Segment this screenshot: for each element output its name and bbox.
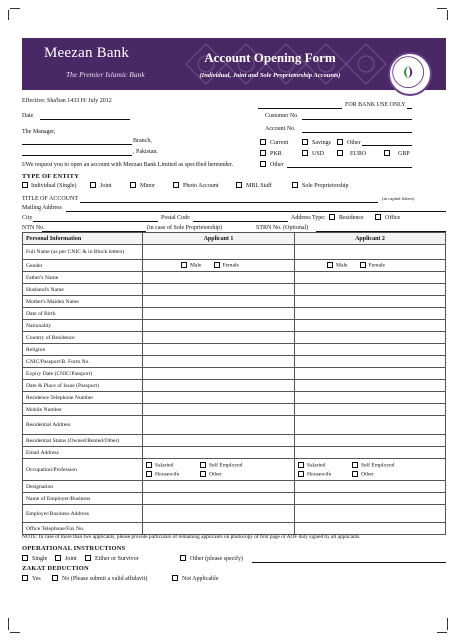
- table-row: [23, 493, 446, 505]
- applicant-2-cell[interactable]: [295, 272, 446, 284]
- applicant-2-cell[interactable]: [295, 344, 446, 356]
- row-label: Email Address: [23, 447, 143, 459]
- request-text: I/We request you to open an account with Meezan Bank Limited as specified hereunder.: [22, 162, 234, 168]
- applicant-1-cell[interactable]: [143, 447, 295, 459]
- housewife-label: Housewife: [155, 470, 180, 477]
- either-survivor-label: Either or Survivor: [95, 556, 139, 562]
- other-occupation-label: Other: [209, 470, 222, 477]
- postal-code-field[interactable]: [193, 221, 288, 222]
- crop-mark: [447, 618, 448, 630]
- single-op-label: Single: [32, 556, 48, 562]
- male-label: Male: [190, 262, 202, 269]
- other-op-label: Other (please specify): [190, 556, 243, 562]
- city-field[interactable]: [33, 221, 158, 222]
- bank-seal-icon: [388, 52, 432, 96]
- postal-code-label: Postal Code: [161, 215, 190, 221]
- applicant-2-cell[interactable]: [295, 404, 446, 416]
- applicant-2-cell[interactable]: [295, 481, 446, 493]
- pkr-checkbox[interactable]: [260, 150, 266, 156]
- table-row: [23, 284, 446, 296]
- male-label: Male: [336, 262, 348, 269]
- usd-checkbox[interactable]: [302, 150, 308, 156]
- effective-date: Effective: Sha'ban 1433 H/ July 2012: [22, 98, 112, 104]
- applicant-1-cell[interactable]: [143, 493, 295, 505]
- account-no-label: Account No.: [265, 126, 296, 132]
- applicant-1-header: Applicant 1: [143, 233, 295, 245]
- single-op-checkbox[interactable]: [22, 555, 28, 561]
- other-occupation-checkbox[interactable]: [200, 471, 206, 477]
- row-label: Mother's Maiden Name: [23, 296, 143, 308]
- ntn-no-label: NTN No.: [22, 225, 45, 231]
- applicant-1-cell[interactable]: [143, 523, 295, 535]
- operational-instructions-title: OPERATIONAL INSTRUCTIONS: [22, 545, 126, 552]
- bank-use-rule: [258, 108, 342, 109]
- individual-label: Individual (Single): [31, 183, 77, 189]
- capital-letters-note: (in capital letters): [382, 196, 415, 201]
- table-row: [23, 416, 446, 435]
- joint-op-label: Joint: [65, 556, 77, 562]
- row-label: Date & Place of Issue (Passport): [23, 380, 143, 392]
- strn-no-label: STRN No. (Optional): [256, 225, 309, 231]
- applicant-2-cell[interactable]: [295, 523, 446, 535]
- customer-no-field[interactable]: [302, 119, 412, 120]
- bank-use-rule: [407, 108, 412, 109]
- current-checkbox[interactable]: [260, 139, 266, 145]
- zakat-deduction-title: ZAKAT DEDUCTION: [22, 565, 89, 572]
- city-label: City: [22, 215, 33, 221]
- table-row: [23, 272, 446, 284]
- row-label: Designation: [23, 481, 143, 493]
- applicant-1-cell[interactable]: [143, 416, 295, 435]
- other-occupation-label: Other: [361, 470, 374, 477]
- row-label: Residence Telephone Number: [23, 392, 143, 404]
- either-survivor-checkbox[interactable]: [85, 555, 91, 561]
- other-currency-field[interactable]: [287, 167, 412, 168]
- form-subtitle: (Individual, Joint and Sole Proprietorship Accounts): [199, 72, 341, 79]
- applicant-1-cell[interactable]: [143, 368, 295, 380]
- row-label: Date of Birth: [23, 308, 143, 320]
- table-row: [23, 296, 446, 308]
- row-label: Full Name (as per CNIC & in Block letters): [23, 245, 143, 260]
- title-of-account-label: TITLE OF ACCOUNT: [22, 196, 78, 202]
- table-row: [23, 356, 446, 368]
- minor-checkbox[interactable]: [130, 182, 136, 188]
- applicant-2-cell[interactable]: [295, 296, 446, 308]
- applicant-1-cell[interactable]: [143, 380, 295, 392]
- row-label: CNIC/Passport/B. Form No.: [23, 356, 143, 368]
- crop-mark: [8, 618, 9, 630]
- applicant-2-header: Applicant 2: [295, 233, 446, 245]
- table-row: [23, 481, 446, 493]
- mbl-staff-checkbox[interactable]: [236, 182, 242, 188]
- self-employed-label: Self Employed: [209, 462, 243, 469]
- other-occupation-checkbox[interactable]: [352, 471, 358, 477]
- female-label: Female: [368, 262, 385, 269]
- bank-use-title: FOR BANK USE ONLY: [345, 102, 406, 108]
- applicant-1-cell[interactable]: [143, 435, 295, 447]
- personal-info-header: Personal Information: [23, 233, 143, 245]
- crop-mark: [10, 8, 20, 9]
- applicant-2-cell[interactable]: [295, 380, 446, 392]
- zakat-yes-label: Yes: [32, 576, 41, 582]
- photo-account-label: Photo Account: [183, 183, 219, 189]
- applicant-1-cell[interactable]: [143, 320, 295, 332]
- applicant-1-cell[interactable]: [143, 296, 295, 308]
- savings-checkbox[interactable]: [302, 139, 308, 145]
- self-employed-checkbox[interactable]: [352, 462, 358, 468]
- euro-checkbox[interactable]: [337, 150, 343, 156]
- housewife-checkbox[interactable]: [298, 471, 304, 477]
- table-row: [23, 459, 446, 481]
- row-label: Religion: [23, 344, 143, 356]
- row-label: Expiry Date (CNIC/Passport): [23, 368, 143, 380]
- savings-label: Savings: [312, 140, 332, 146]
- applicant-1-cell[interactable]: [143, 308, 295, 320]
- applicant-2-cell[interactable]: [295, 447, 446, 459]
- individual-checkbox[interactable]: [22, 182, 28, 188]
- crop-mark: [437, 8, 447, 9]
- applicant-1-cell[interactable]: [143, 459, 295, 481]
- applicant-1-cell[interactable]: [143, 272, 295, 284]
- other-currency-label: Other: [270, 162, 284, 168]
- row-label: Father's Name: [23, 272, 143, 284]
- table-row: [23, 435, 446, 447]
- joint-op-checkbox[interactable]: [55, 555, 61, 561]
- applicant-1-cell[interactable]: [143, 260, 295, 272]
- zakat-no-checkbox[interactable]: [52, 575, 58, 581]
- applicant-1-cell[interactable]: [143, 404, 295, 416]
- zakat-na-label: Not Applicable: [182, 576, 219, 582]
- row-label: Employer/Business Address: [23, 505, 143, 523]
- applicant-1-cell[interactable]: [143, 356, 295, 368]
- table-row: [23, 392, 446, 404]
- row-label: Occupation/Profession: [23, 459, 143, 481]
- row-label: Office Telephone/Fax No.: [23, 523, 143, 535]
- applicant-2-cell[interactable]: [295, 368, 446, 380]
- applicant-1-cell[interactable]: [143, 245, 295, 260]
- other-type-label: Other: [347, 140, 361, 146]
- bank-name: Meezan Bank: [44, 45, 130, 61]
- crop-mark: [8, 10, 9, 20]
- table-header-row: [23, 233, 446, 245]
- crop-mark: [10, 632, 20, 633]
- office-label: Office: [385, 215, 401, 221]
- pkr-label: PKR: [270, 151, 282, 157]
- row-label: Mobile Number: [23, 404, 143, 416]
- applicant-1-cell[interactable]: [143, 344, 295, 356]
- male-checkbox[interactable]: [181, 262, 187, 268]
- zakat-na-checkbox[interactable]: [172, 575, 178, 581]
- other-op-checkbox[interactable]: [180, 555, 186, 561]
- applicant-2-cell[interactable]: [295, 308, 446, 320]
- applicant-2-cell[interactable]: [295, 356, 446, 368]
- other-type-checkbox[interactable]: [337, 139, 343, 145]
- joint-checkbox[interactable]: [90, 182, 96, 188]
- usd-label: USD: [312, 151, 325, 157]
- applicant-2-cell[interactable]: [295, 284, 446, 296]
- mailing-address-field[interactable]: [66, 211, 446, 212]
- female-checkbox[interactable]: [360, 262, 366, 268]
- applicant-1-cell[interactable]: [143, 332, 295, 344]
- account-no-field[interactable]: [302, 132, 412, 133]
- other-op-field[interactable]: [252, 562, 446, 563]
- row-label: Country of Residence: [23, 332, 143, 344]
- self-employed-label: Self Employed: [361, 462, 395, 469]
- salaried-checkbox[interactable]: [146, 462, 152, 468]
- applicant-2-cell[interactable]: [295, 505, 446, 523]
- date-field[interactable]: [40, 119, 130, 120]
- row-label: Name of Employer/Business: [23, 493, 143, 505]
- table-row: [23, 332, 446, 344]
- applicant-1-cell[interactable]: [143, 392, 295, 404]
- gbp-label: GBP: [398, 151, 410, 157]
- minor-label: Minor: [140, 183, 155, 189]
- address-type-label: Address Type:: [291, 215, 326, 221]
- row-label: Nationality: [23, 320, 143, 332]
- row-label: Husband's Name: [23, 284, 143, 296]
- self-employed-checkbox[interactable]: [200, 462, 206, 468]
- customer-no-label: Customer No.: [265, 113, 299, 119]
- table-row: [23, 308, 446, 320]
- female-label: Female: [222, 262, 239, 269]
- row-label: Residential Status (Owned/Rented/Other): [23, 435, 143, 447]
- applicant-2-cell[interactable]: [295, 260, 446, 272]
- other-type-field[interactable]: [362, 145, 412, 146]
- table-row: [23, 368, 446, 380]
- pakistan-label: , Pakistan.: [133, 149, 158, 155]
- table-row: [23, 404, 446, 416]
- joint-label: Joint: [100, 183, 112, 189]
- crop-mark: [447, 10, 448, 20]
- applicant-2-cell[interactable]: [295, 435, 446, 447]
- female-checkbox[interactable]: [214, 262, 220, 268]
- zakat-yes-checkbox[interactable]: [22, 575, 28, 581]
- table-row: [23, 380, 446, 392]
- male-checkbox[interactable]: [327, 262, 333, 268]
- mailing-address-label: Mailing Address: [22, 205, 62, 211]
- current-label: Current: [270, 140, 289, 146]
- title-of-account-field[interactable]: [80, 202, 378, 203]
- applicant-2-cell[interactable]: [295, 392, 446, 404]
- euro-label: EURO: [350, 151, 367, 157]
- salaried-label: Salaried: [155, 462, 174, 469]
- applicant-2-cell[interactable]: [295, 245, 446, 260]
- applicant-1-cell[interactable]: [143, 481, 295, 493]
- mbl-staff-label: MBL Staff: [246, 183, 272, 189]
- branch-field[interactable]: [22, 144, 132, 145]
- sole-proprietorship-checkbox[interactable]: [292, 182, 298, 188]
- salaried-checkbox[interactable]: [298, 462, 304, 468]
- applicant-2-cell[interactable]: [295, 332, 446, 344]
- table-row: [23, 344, 446, 356]
- table-row: [23, 260, 446, 272]
- applicant-2-cell[interactable]: [295, 320, 446, 332]
- applicant-2-cell[interactable]: [295, 459, 446, 481]
- gbp-checkbox[interactable]: [384, 150, 390, 156]
- ntn-note: (in case of Sole Proprietorship): [147, 225, 222, 231]
- personal-information-table: [22, 232, 446, 535]
- city-pakistan-field[interactable]: [22, 155, 132, 156]
- table-row: [23, 245, 446, 260]
- housewife-checkbox[interactable]: [146, 471, 152, 477]
- manager-label: The Manager,: [22, 129, 56, 135]
- note-text: NOTE: In case of more than two applicants, please provide particulars of remaining applicants on photocopy of first page of AOF duly signed by all applicants.: [22, 534, 361, 540]
- row-label: Residential Address: [23, 416, 143, 435]
- applicant-2-cell[interactable]: [295, 493, 446, 505]
- applicant-2-cell[interactable]: [295, 416, 446, 435]
- applicant-1-cell[interactable]: [143, 505, 295, 523]
- table-row: [23, 505, 446, 523]
- zakat-no-label: No (Please submit a valid affidavit): [62, 576, 148, 582]
- applicant-1-cell[interactable]: [143, 284, 295, 296]
- salaried-label: Salaried: [307, 462, 326, 469]
- type-of-entity-title: TYPE OF ENTITY: [22, 173, 80, 180]
- table-row: [23, 447, 446, 459]
- crop-mark: [437, 632, 447, 633]
- other-currency-checkbox[interactable]: [260, 161, 266, 167]
- housewife-label: Housewife: [307, 470, 332, 477]
- branch-label: Branch,: [133, 138, 152, 144]
- date-label: Date: [22, 113, 34, 119]
- table-row: [23, 523, 446, 535]
- form-title: Account Opening Form: [204, 50, 336, 65]
- row-label: Gender: [23, 260, 143, 272]
- bank-tagline: The Premier Islamic Bank: [66, 70, 145, 79]
- table-row: [23, 320, 446, 332]
- sole-proprietorship-label: Sole Proprietorship: [302, 183, 349, 189]
- photo-account-checkbox[interactable]: [173, 182, 179, 188]
- office-checkbox[interactable]: [375, 214, 381, 220]
- residence-checkbox[interactable]: [329, 214, 335, 220]
- residence-label: Residence: [339, 215, 364, 221]
